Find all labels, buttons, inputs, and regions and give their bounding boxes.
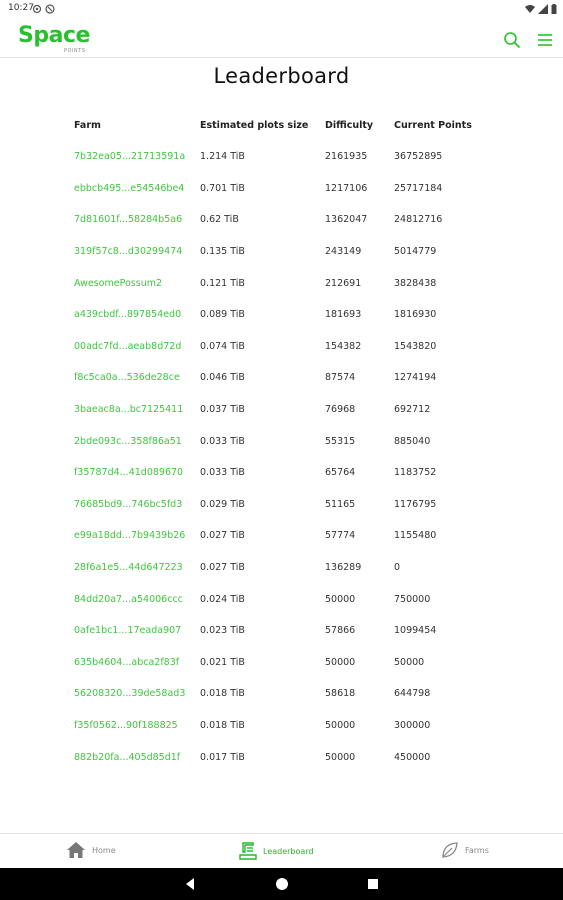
- table-row: [74, 615, 494, 647]
- plots-size-cell: 0.029 TiB: [200, 498, 245, 510]
- table-row: [74, 141, 494, 173]
- nav-leaderboard[interactable]: [239, 841, 314, 861]
- farm-id-link[interactable]: f8c5ca0a...536de28ce: [74, 372, 180, 384]
- table-row: [74, 583, 494, 615]
- points-cell: 24812716: [394, 214, 443, 226]
- home-icon: [66, 841, 86, 859]
- table-row: [74, 489, 494, 521]
- plots-size-cell: 0.62 TiB: [200, 214, 239, 226]
- table-row: [74, 267, 494, 299]
- at-status-icon: [45, 4, 55, 14]
- signal-icon: [538, 4, 548, 14]
- difficulty-cell: 154382: [325, 340, 362, 352]
- plots-size-cell: 0.037 TiB: [200, 404, 245, 416]
- farm-id-link[interactable]: 319f57c8...d30299474: [74, 246, 183, 258]
- table-row: [74, 425, 494, 457]
- table-row: [74, 647, 494, 679]
- difficulty-cell: 243149: [325, 246, 362, 258]
- table-row: [74, 678, 494, 710]
- points-cell: 50000: [394, 656, 425, 668]
- table-row: [74, 299, 494, 331]
- points-cell: 1543820: [394, 340, 437, 352]
- farm-id-link[interactable]: 3baeac8a...bc7125411: [74, 404, 184, 416]
- farm-id-link[interactable]: a439cbdf...897854ed0: [74, 309, 182, 321]
- plots-size-cell: 1.214 TiB: [200, 151, 245, 163]
- settings-status-icon: [32, 4, 42, 14]
- plots-size-cell: 0.033 TiB: [200, 467, 245, 479]
- plots-size-cell: 0.027 TiB: [200, 562, 245, 574]
- farm-id-link[interactable]: ebbcb495...e54546be4: [74, 182, 185, 194]
- nav-farms-label: Farms: [465, 845, 489, 855]
- logo-text: Space: [18, 23, 90, 48]
- difficulty-cell: 1362047: [325, 214, 368, 226]
- points-cell: 5014779: [394, 246, 437, 258]
- header-current-points: Current Points: [394, 120, 472, 131]
- table-row: [74, 457, 494, 489]
- bottom-navigation: [0, 833, 563, 868]
- plots-size-cell: 0.018 TiB: [200, 719, 245, 731]
- nav-home-label: Home: [92, 845, 116, 855]
- difficulty-cell: 76968: [325, 404, 356, 416]
- difficulty-cell: 51165: [325, 498, 356, 510]
- difficulty-cell: 50000: [325, 593, 356, 605]
- logo-subtext: POINTS: [64, 48, 86, 54]
- table-row: [74, 520, 494, 552]
- nav-leaderboard-label: Leaderboard: [263, 846, 314, 856]
- plots-size-cell: 0.033 TiB: [200, 435, 245, 447]
- battery-icon: [551, 4, 557, 14]
- farm-id-link[interactable]: 28f6a1e5...44d647223: [74, 562, 183, 574]
- table-row: [74, 204, 494, 236]
- table-row: [74, 552, 494, 584]
- difficulty-cell: 181693: [325, 309, 362, 321]
- points-cell: 450000: [394, 751, 431, 763]
- points-cell: 25717184: [394, 182, 443, 194]
- leaderboard-icon: [239, 841, 257, 861]
- recents-icon[interactable]: [365, 876, 381, 892]
- plots-size-cell: 0.121 TiB: [200, 277, 245, 289]
- points-cell: 1155480: [394, 530, 437, 542]
- points-cell: 1816930: [394, 309, 437, 321]
- plots-size-cell: 0.701 TiB: [200, 182, 245, 194]
- farm-id-link[interactable]: 7d81601f...58284b5a6: [74, 214, 183, 226]
- table-row: [74, 331, 494, 363]
- points-cell: 692712: [394, 404, 431, 416]
- farm-id-link[interactable]: e99a18dd...7b9439b26: [74, 530, 186, 542]
- difficulty-cell: 50000: [325, 751, 356, 763]
- status-time: 10:27: [8, 3, 34, 13]
- points-cell: 0: [394, 562, 401, 574]
- farm-id-link[interactable]: 84dd20a7...a54006ccc: [74, 593, 183, 605]
- difficulty-cell: 136289: [325, 562, 362, 574]
- difficulty-cell: 87574: [325, 372, 356, 384]
- search-icon[interactable]: [503, 31, 521, 49]
- table-body: [74, 141, 494, 773]
- farm-id-link[interactable]: 76685bd9...746bc5fd3: [74, 498, 183, 510]
- farm-id-link[interactable]: AwesomePossum2: [74, 277, 163, 289]
- menu-icon[interactable]: [537, 32, 553, 48]
- plots-size-cell: 0.046 TiB: [200, 372, 245, 384]
- table-header-row: [74, 110, 494, 141]
- table-row: [74, 741, 494, 773]
- plots-size-cell: 0.074 TiB: [200, 340, 245, 352]
- difficulty-cell: 55315: [325, 435, 356, 447]
- farm-id-link[interactable]: 56208320...39de58ad3: [74, 688, 186, 700]
- plots-size-cell: 0.027 TiB: [200, 530, 245, 542]
- table-row: [74, 173, 494, 205]
- nav-farms[interactable]: [441, 841, 489, 859]
- back-icon[interactable]: [182, 876, 198, 892]
- nav-home[interactable]: [66, 841, 116, 859]
- points-cell: 1274194: [394, 372, 437, 384]
- header-plots-size: Estimated plots size: [200, 120, 309, 131]
- points-cell: 1176795: [394, 498, 437, 510]
- points-cell: 885040: [394, 435, 431, 447]
- points-cell: 36752895: [394, 151, 443, 163]
- wifi-icon: [525, 4, 535, 14]
- table-row: [74, 394, 494, 426]
- plots-size-cell: 0.024 TiB: [200, 593, 245, 605]
- difficulty-cell: 2161935: [325, 151, 368, 163]
- plots-size-cell: 0.018 TiB: [200, 688, 245, 700]
- points-cell: 3828438: [394, 277, 437, 289]
- difficulty-cell: 57866: [325, 625, 356, 637]
- leaderboard-table: [74, 110, 494, 773]
- table-row: [74, 362, 494, 394]
- points-cell: 1183752: [394, 467, 437, 479]
- plots-size-cell: 0.135 TiB: [200, 246, 245, 258]
- difficulty-cell: 50000: [325, 656, 356, 668]
- plots-size-cell: 0.089 TiB: [200, 309, 245, 321]
- home-circle-icon[interactable]: [274, 876, 290, 892]
- points-cell: 750000: [394, 593, 431, 605]
- difficulty-cell: 212691: [325, 277, 362, 289]
- difficulty-cell: 1217106: [325, 182, 368, 194]
- farm-id-link[interactable]: f35f0562...90f188825: [74, 719, 178, 731]
- farm-id-link[interactable]: 0afe1bc1...17eada907: [74, 625, 182, 637]
- difficulty-cell: 58618: [325, 688, 356, 700]
- plots-size-cell: 0.023 TiB: [200, 625, 245, 637]
- page-title: Leaderboard: [213, 64, 350, 88]
- table-row: [74, 236, 494, 268]
- difficulty-cell: 50000: [325, 719, 356, 731]
- points-cell: 644798: [394, 688, 431, 700]
- header-farm: Farm: [74, 120, 101, 131]
- farm-id-link[interactable]: f35787d4...41d089670: [74, 467, 184, 479]
- farm-id-link[interactable]: 2bde093c...358f86a51: [74, 435, 182, 447]
- plots-size-cell: 0.017 TiB: [200, 751, 245, 763]
- system-navigation-bar: [0, 868, 563, 900]
- table-row: [74, 710, 494, 742]
- difficulty-cell: 65764: [325, 467, 356, 479]
- leaf-icon: [441, 841, 459, 859]
- farm-id-link[interactable]: 882b20fa...405d85d1f: [74, 751, 181, 763]
- header-difficulty: Difficulty: [325, 120, 374, 131]
- farm-id-link[interactable]: 7b32ea05...21713591a: [74, 151, 186, 163]
- farm-id-link[interactable]: 00adc7fd...aeab8d72d: [74, 340, 182, 352]
- points-cell: 1099454: [394, 625, 437, 637]
- difficulty-cell: 57774: [325, 530, 356, 542]
- app-header: [0, 20, 563, 58]
- status-bar: [0, 0, 563, 20]
- points-cell: 300000: [394, 719, 431, 731]
- space-points-logo[interactable]: [18, 23, 90, 54]
- plots-size-cell: 0.021 TiB: [200, 656, 245, 668]
- farm-id-link[interactable]: 635b4604...abca2f83f: [74, 656, 180, 668]
